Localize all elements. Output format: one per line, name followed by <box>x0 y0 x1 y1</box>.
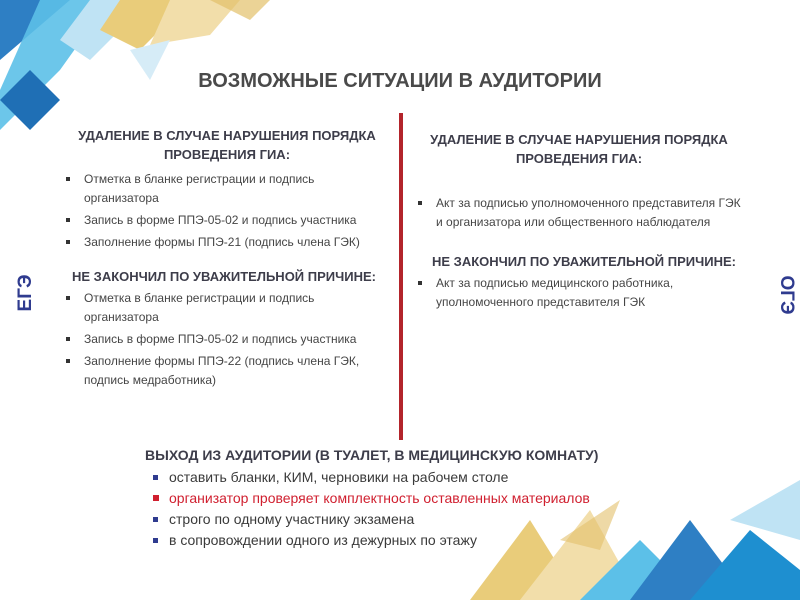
oge-column <box>414 130 744 312</box>
side-label-oge: ОГЭ <box>776 275 797 315</box>
bullet-icon <box>66 359 70 363</box>
bullet-icon <box>153 538 158 543</box>
bullet-icon <box>66 177 70 181</box>
list-item: в сопровождении одного из дежурных по этажу <box>145 530 665 551</box>
bullet-icon <box>66 296 70 300</box>
exit-section <box>145 445 665 551</box>
bullet-icon <box>66 218 70 222</box>
list-item: Акт за подписью медицинского работника, уполномоченного представителя ГЭК <box>414 274 744 312</box>
list-item: Запись в форме ППЭ-05-02 и подпись участника <box>62 330 392 349</box>
list-item: Заполнение формы ППЭ-22 (подпись члена ГЭК, подпись медработника) <box>62 352 392 390</box>
bullet-icon <box>66 240 70 244</box>
list-item: оставить бланки, КИМ, черновики на рабочем столе <box>145 467 665 488</box>
ege-unfinished-list <box>62 289 392 390</box>
list-item: строго по одному участнику экзамена <box>145 509 665 530</box>
list-item: Акт за подписью уполномоченного представителя ГЭК и организатора или общественного наблюдателя <box>414 194 744 232</box>
bullet-icon <box>153 495 159 501</box>
oge-unfinished-heading: НЕ ЗАКОНЧИЛ ПО УВАЖИТЕЛЬНОЙ ПРИЧИНЕ: <box>432 254 736 269</box>
ege-unfinished-heading: НЕ ЗАКОНЧИЛ ПО УВАЖИТЕЛЬНОЙ ПРИЧИНЕ: <box>72 269 376 284</box>
bullet-icon <box>418 281 422 285</box>
ege-removal-heading: УДАЛЕНИЕ В СЛУЧАЕ НАРУШЕНИЯ ПОРЯДКА ПРОВЕДЕНИЯ ГИА: <box>78 128 376 162</box>
list-item-highlighted: организатор проверяет комплектность оставленных материалов <box>145 488 665 509</box>
page-title: ВОЗМОЖНЫЕ СИТУАЦИИ В АУДИТОРИИ <box>198 70 602 92</box>
bullet-icon <box>418 201 422 205</box>
list-item: Запись в форме ППЭ-05-02 и подпись участника <box>62 211 392 230</box>
exit-heading: ВЫХОД ИЗ АУДИТОРИИ (В ТУАЛЕТ, В МЕДИЦИНСКУЮ КОМНАТУ) <box>145 447 599 463</box>
bullet-icon <box>153 517 158 522</box>
ege-column <box>62 126 392 390</box>
oge-removal-heading: УДАЛЕНИЕ В СЛУЧАЕ НАРУШЕНИЯ ПОРЯДКА ПРОВЕДЕНИЯ ГИА: <box>430 132 728 166</box>
decorative-corner-top-left <box>0 0 300 130</box>
oge-removal-list <box>414 194 744 232</box>
oge-unfinished-list <box>414 274 744 312</box>
list-item: Заполнение формы ППЭ-21 (подпись члена ГЭК) <box>62 233 392 252</box>
list-item: Отметка в бланке регистрации и подпись организатора <box>62 170 392 208</box>
list-item: Отметка в бланке регистрации и подпись организатора <box>62 289 392 327</box>
bullet-icon <box>153 475 158 480</box>
side-label-ege: ЕГЭ <box>15 274 36 312</box>
exit-list <box>145 467 665 551</box>
ege-removal-list <box>62 170 392 252</box>
column-divider <box>399 113 403 440</box>
bullet-icon <box>66 337 70 341</box>
